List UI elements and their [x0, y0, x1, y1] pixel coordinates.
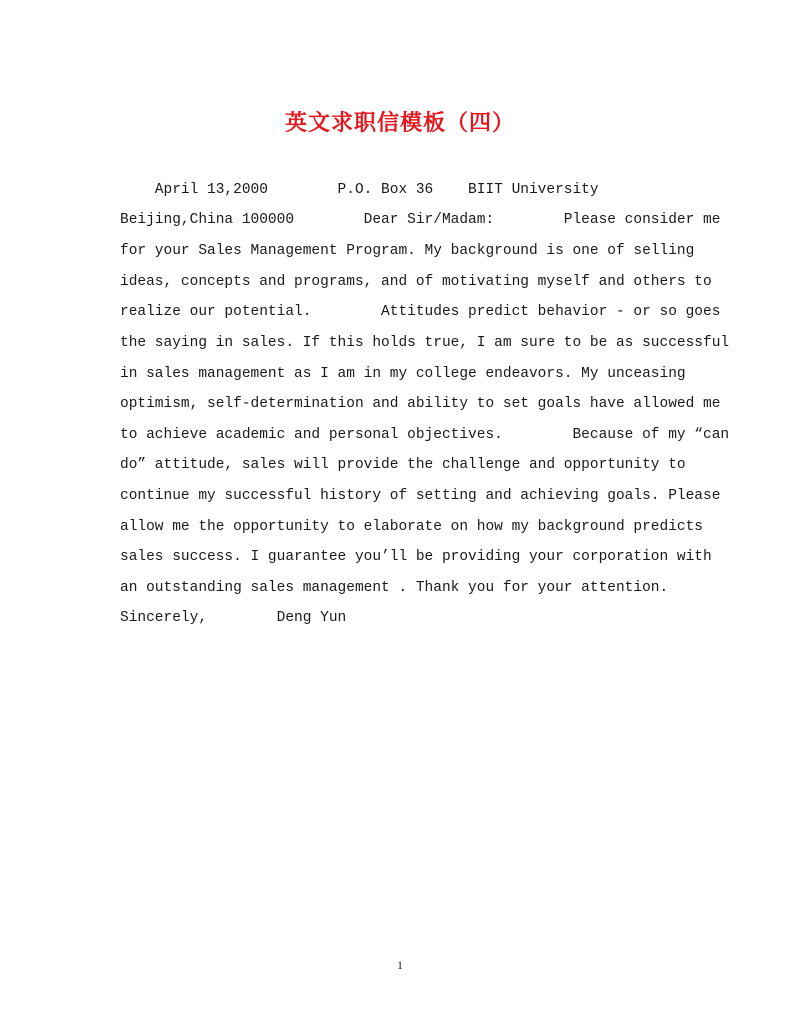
letter-line: sales success. I guarantee you’ll be providing your corporation with	[120, 549, 712, 565]
letter-line: do” attitude, sales will provide the challenge and opportunity to	[120, 457, 686, 473]
letter-line: the saying in sales. If this holds true, I am sure to be as successful	[120, 335, 730, 351]
letter-line: for your Sales Management Program. My background is one of selling	[120, 243, 695, 259]
letter-line: optimism, self-determination and ability to set goals have allowed me	[120, 396, 721, 412]
letter-line: ideas, concepts and programs, and of motivating myself and others to	[120, 274, 712, 290]
letter-line: allow me the opportunity to elaborate on how my background predicts	[120, 519, 703, 535]
page-number: 1	[397, 958, 403, 972]
letter-line: an outstanding sales management . Thank you for your attention.	[120, 580, 669, 596]
letter-line: to achieve academic and personal objectives. Because of my “can	[120, 427, 730, 443]
letter-line: in sales management as I am in my college endeavors. My unceasing	[120, 366, 686, 382]
letter-line: realize our potential. Attitudes predict behavior - or so goes	[120, 304, 721, 320]
letter-signature-line: Sincerely, Deng Yun	[120, 610, 347, 626]
letter-line: April 13,2000 P.O. Box 36 BIIT University	[120, 182, 599, 198]
letter-line: Beijing,China 100000 Dear Sir/Madam: Please consider me	[120, 212, 721, 228]
document-title: 英文求职信模板（四）	[284, 110, 515, 136]
letter-line: continue my successful history of setting and achieving goals. Please	[120, 488, 721, 504]
